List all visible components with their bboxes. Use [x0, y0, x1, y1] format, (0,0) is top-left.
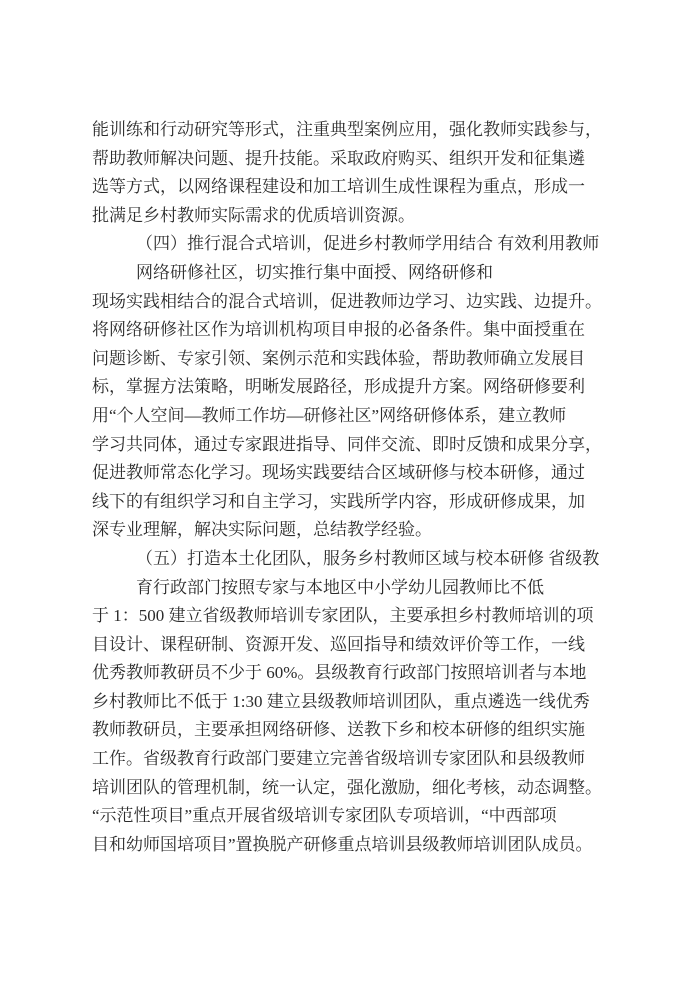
text-line: 网络研修社区，切实推行集中面授、网络研修和: [136, 262, 493, 282]
text-line: 能训练和行动研究等形式，注重典型案例应用，强化教师实践参与，: [92, 120, 602, 139]
text-line: 于 1：500 建立省级教师培训专家团队，主要承担乡村教师培训的项: [92, 606, 594, 626]
text-line: 培训团队的管理机制，统一认定，强化激励，细化考核，动态调整。: [92, 777, 602, 797]
text-line: 深专业理解，解决实际问题，总结教学经验。: [92, 520, 432, 540]
text-line: 批满足乡村教师实际需求的优质培训资源。: [92, 205, 415, 225]
text-line: 将网络研修社区作为培训机构项目申报的必备条件。集中面授重在: [92, 320, 585, 340]
text-line: 线下的有组织学习和自主学习，实践所学内容，形成研修成果，加: [92, 491, 585, 511]
text-line: 用“个人空间—教师工作坊—研修社区”网络研修体系，建立教师: [92, 405, 567, 425]
document-text-block: [92, 116, 612, 859]
text-line: 工作。省级教育行政部门要建立完善省级培训专家团队和县级教师: [92, 749, 585, 769]
text-line: 现场实践相结合的混合式培训，促进教师边学习、边实践、边提升。: [92, 291, 602, 311]
text-line: 乡村教师比不低于 1:30 建立县级教师培训团队，重点遴选一线优秀: [92, 691, 590, 711]
text-line: 育行政部门按照专家与本地区中小学幼儿园教师比不低: [136, 577, 544, 597]
text-line: 问题诊断、专家引领、案例示范和实践体验，帮助教师确立发展目: [92, 348, 585, 368]
text-line: 促进教师常态化学习。现场实践要结合区域研修与校本研修，通过: [92, 463, 585, 483]
text-line: 选等方式，以网络课程建设和加工培训生成性课程为重点，形成一: [92, 177, 585, 197]
text-line: 学习共同体，通过专家跟进指导、同伴交流、即时反馈和成果分享，: [92, 434, 602, 454]
text-line: “示范性项目”重点开展省级培训专家团队专项培训，“中西部项: [92, 806, 557, 826]
text-line: 优秀教师教研员不少于 60%。县级教育行政部门按照培训者与本地: [92, 663, 587, 683]
text-line: 目和幼师国培项目”置换脱产研修重点培训县级教师培训团队成员。: [92, 834, 593, 854]
text-line-section-heading: （四）推行混合式培训，促进乡村教师学用结合 有效利用教师: [136, 234, 600, 254]
text-line: 教师教研员，主要承担网络研修、送教下乡和校本研修的组织实施: [92, 720, 585, 740]
text-line: 帮助教师解决问题、提升技能。采取政府购买、组织开发和征集遴: [92, 148, 585, 168]
text-line-section-heading: （五）打造本土化团队，服务乡村教师区域与校本研修 省级教: [136, 548, 600, 568]
text-line: 标，掌握方法策略，明晰发展路径，形成提升方案。网络研修要利: [92, 377, 585, 397]
text-line: 目设计、课程研制、资源开发、巡回指导和绩效评价等工作，一线: [92, 634, 585, 654]
